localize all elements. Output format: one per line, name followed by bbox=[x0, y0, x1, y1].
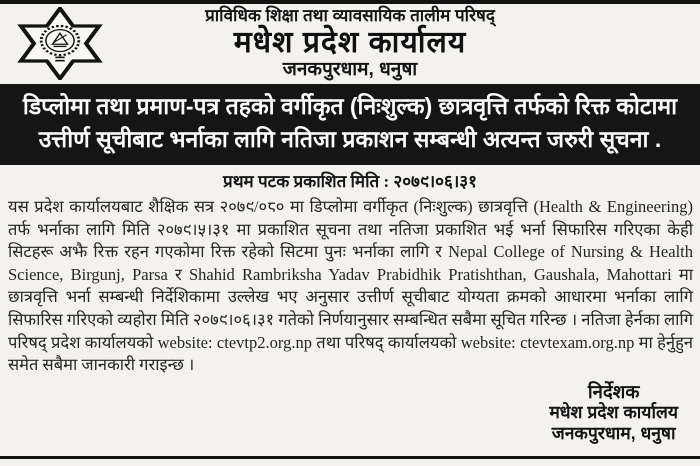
signature-block bbox=[549, 382, 678, 444]
publication-date-line: प्रथम पटक प्रकाशित मिति : २०७९।०६।३१ bbox=[223, 172, 477, 191]
notice-title-line2: उत्तीर्ण सूचीबाट भर्नाका लागि नतिजा प्रकाशन सम्बन्धी अत्यन्त जरुरी सूचना . bbox=[38, 126, 662, 152]
notice-body-paragraph: यस प्रदेश कार्यालयबाट शैक्षिक सत्र २०७९/०८० मा डिप्लोमा वर्गीकृत (निःशुल्क) छात्रवृत्ति (Health & Engineering) तर्फ भर्नाका लागि मिति २०७९।५।३१ मा प्रकाशित सूचना तथा नतिजा प्रकाशित भई भर्ना सिफारिस गरिएका केही सिटहरू अझै रिक्त रहन गएकोमा रिक्त रहेको सिटमा पुनः भर्नाका लागि र Nepal College of Nursing & Health Science, Birgunj, Parsa र Shahid Rambriksha Yadav Prabidhik Pratishthan, Gaushala, Mahottari मा छात्रवृत्ति भर्ना सम्बन्धी निर्देशिकामा उल्लेख भए अनुसार उत्तीर्ण सूचीबाट योग्यता क्रमको आधारमा भर्नाका लागि सिफारिस गरिएको व्यहोरा मिति २०७९।०६।३१ गतेको निर्णयानुसार सम्बन्धित सबैमा सूचित गरिन्छ । नतिजा हेर्नका लागि परिषद् प्रदेश कार्यालयको website: ctevtp2.org.np तथा परिषद् कार्यालयको website: ctevtexam.org.np मा हेर्नुहुन समेत सबैमा जानकारी गराइन्छ । bbox=[8, 197, 693, 375]
office-location: जनकपुरधाम, धनुषा bbox=[282, 59, 418, 80]
top-border-rule bbox=[0, 0, 700, 4]
notice-title-line1: डिप्लोमा तथा प्रमाण-पत्र तहको वर्गीकृत (निःशुल्क) छात्रवृत्ति तर्फको रिक्त कोटामा bbox=[22, 93, 678, 119]
notice-title-banner bbox=[0, 84, 700, 165]
bottom-border-rule bbox=[0, 456, 700, 459]
council-name: प्राविधिक शिक्षा तथा व्यावसायिक तालीम परिषद् bbox=[205, 6, 495, 25]
signatory-title: निर्देशक bbox=[587, 380, 640, 402]
ctevt-star-seal-icon bbox=[13, 7, 107, 80]
office-title: मधेश प्रदेश कार्यालय bbox=[233, 26, 467, 59]
signatory-office: मधेश प्रदेश कार्यालय bbox=[549, 402, 678, 423]
signatory-location: जनकपुरधाम, धनुषा bbox=[551, 422, 676, 443]
